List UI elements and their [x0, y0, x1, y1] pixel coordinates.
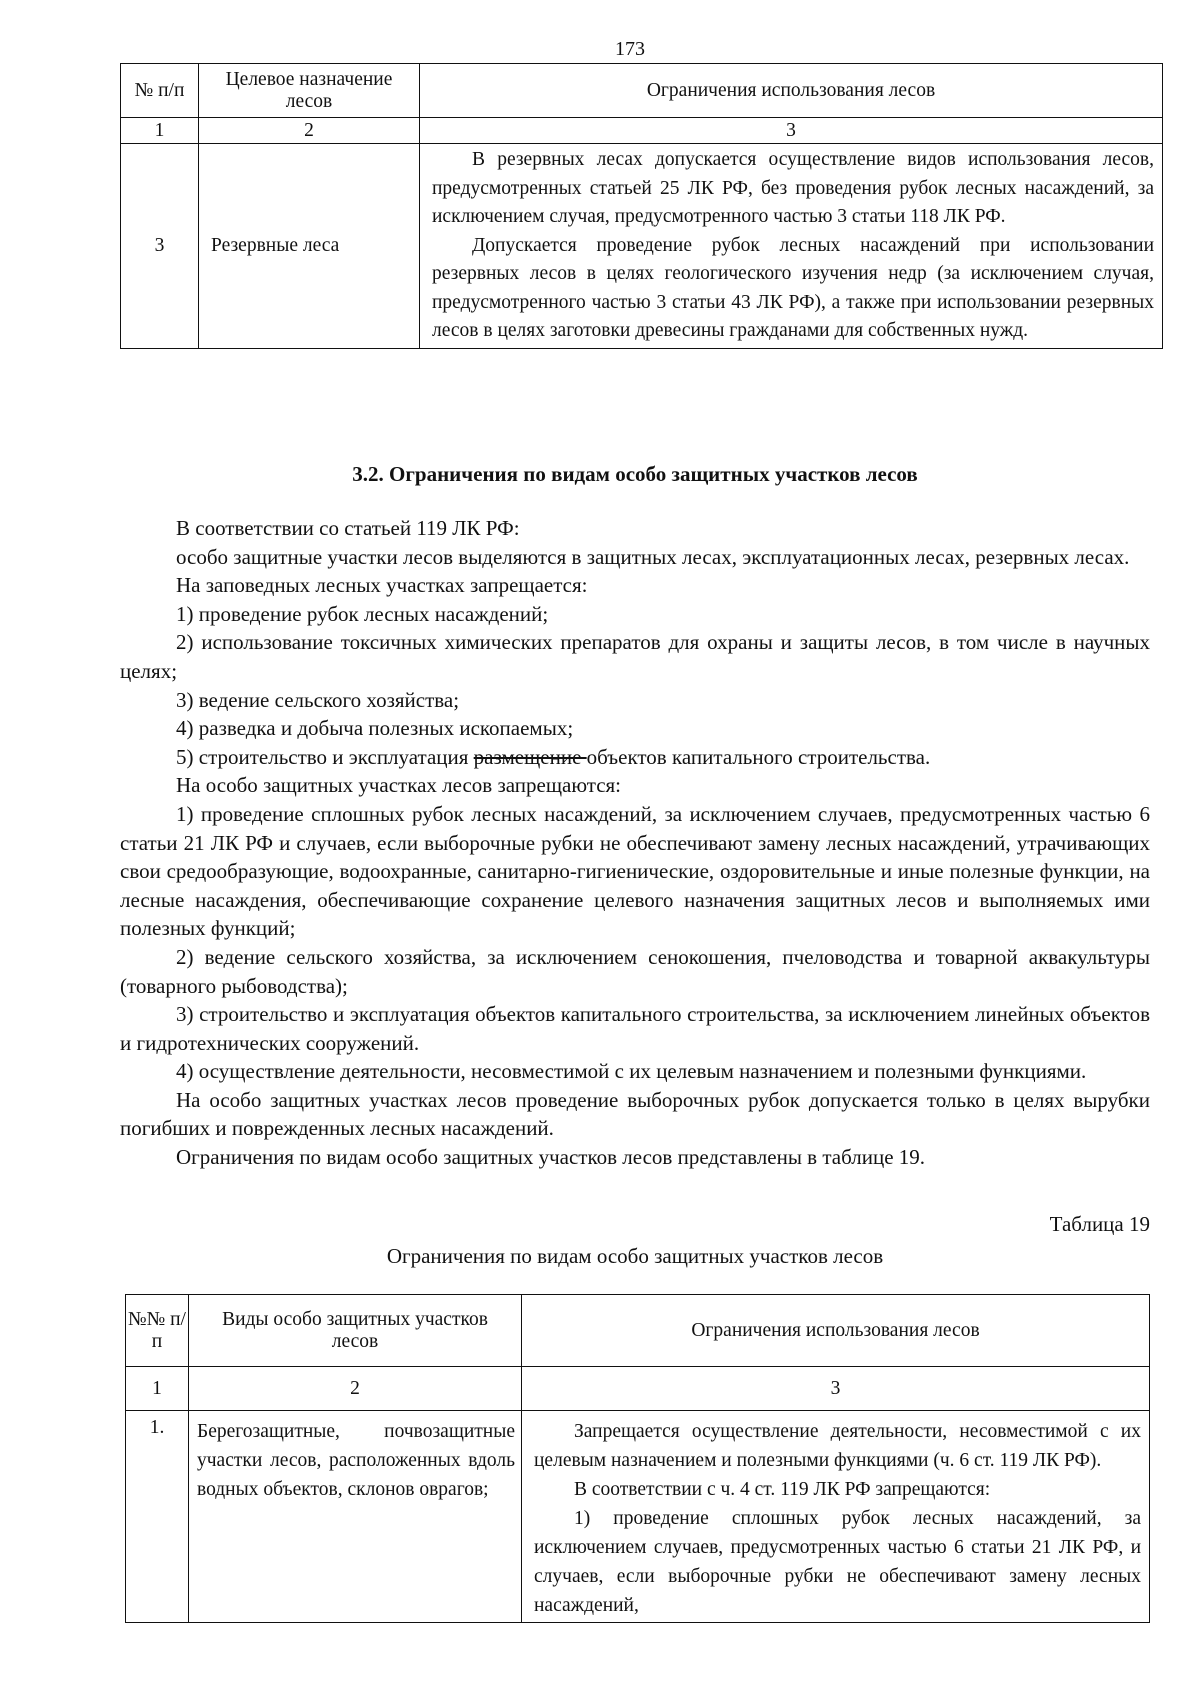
paragraph: Ограничения по видам особо защитных участков лесов представлены в таблице 19.: [176, 1145, 926, 1170]
row-restrictions: [420, 144, 1163, 349]
header-purpose: Целевое назначение лесов: [199, 64, 420, 118]
struck-text: размещение: [473, 744, 587, 769]
paragraph: особо защитные участки лесов выделяются в защитных лесах, эксплуатационных лесах, резервных лесах.: [176, 544, 1130, 569]
list-item: 1) проведение сплошных рубок лесных насаждений, за исключением случаев, предусмотренных частью 6 статьи 21 ЛК РФ и случаев, если выборочные рубки не обеспечивают замену лесных насаждений, утрачивающих свои средообразующие, водоохранные, санитарно-гигиенические, оздоровительные и иные полезные функции, на лесные насаждения, обеспечивающие сохранение целевого назначения защитных лесов и выполняемых ими полезных функций;: [120, 801, 1150, 941]
list-item: 3) строительство и эксплуатация объектов капитального строительства, за исключением линейных объектов и гидротехнических сооружений.: [120, 1002, 1150, 1055]
list-item: 4) разведка и добыча полезных ископаемых;: [176, 716, 574, 741]
table-19: [125, 1294, 1150, 1623]
restriction-paragraph: Запрещается осуществление деятельности, несовместимой с их целевым назначением и полезными функциями (ч. 6 ст. 119 ЛК РФ).: [534, 1421, 1141, 1471]
col-number-3: 3: [522, 1367, 1150, 1411]
header-restrictions: Ограничения использования лесов: [420, 64, 1163, 118]
col-number-2: 2: [189, 1367, 522, 1411]
list-item: 2) ведение сельского хозяйства, за исключением сенокошения, пчеловодства и товарной аквакультуры (товарного рыбоводства);: [120, 944, 1150, 998]
row-forest-type: Резервные леса: [199, 144, 420, 349]
list-item-text: объектов капитального строительства.: [586, 744, 931, 769]
col-number-1: 1: [121, 118, 199, 144]
paragraph: На особо защитных участках лесов проведение выборочных рубок допускается только в целях вырубки погибших и поврежденных лесных насаждений.: [120, 1087, 1150, 1141]
col-number-3: 3: [420, 118, 1163, 144]
list-item: 4) осуществление деятельности, несовместимой с их целевым назначением и полезными функциями.: [176, 1059, 1087, 1084]
table-number: Таблица 19: [1049, 1212, 1150, 1236]
header-num: №№ п/п: [126, 1295, 189, 1367]
restriction-paragraph: 1) проведение сплошных рубок лесных насаждений, за исключением случаев, предусмотренных частью 6 статьи 21 ЛК РФ, и случаев, если выборочные рубки не обеспечивают замену лесных насаждений,: [534, 1508, 1141, 1616]
header-num: № п/п: [121, 64, 199, 118]
list-item: 3) ведение сельского хозяйства;: [176, 687, 460, 712]
col-number-2: 2: [199, 118, 420, 144]
list-item-text: 5) строительство и эксплуатация: [176, 744, 474, 769]
section-title: 3.2. Ограничения по видам особо защитных участков лесов: [352, 462, 918, 486]
col-number-1: 1: [126, 1367, 189, 1411]
list-item: 2) использование токсичных химических препаратов для охраны и защиты лесов, в том числе в научных целях;: [120, 630, 1150, 683]
header-restrictions: Ограничения использования лесов: [522, 1295, 1150, 1367]
row-area-type: Берегозащитные, почвозащитные участки лесов, расположенных вдоль водных объектов, склонов оврагов;: [189, 1411, 522, 1623]
table-row: [126, 1411, 1150, 1623]
table-row: [121, 144, 1163, 349]
list-item: [120, 743, 1150, 772]
restriction-paragraph: В резервных лесах допускается осуществление видов использования лесов, предусмотренных статьей 25 ЛК РФ, без проведения рубок лесных насаждений, за исключением случая, предусмотренного частью 3 статьи 118 ЛК РФ.: [432, 149, 1154, 227]
list-item: 1) проведение рубок лесных насаждений;: [176, 601, 549, 626]
header-area-type: Виды особо защитных участков лесов: [189, 1295, 522, 1367]
paragraph: На заповедных лесных участках запрещается:: [176, 573, 588, 598]
table-title: Ограничения по видам особо защитных участков лесов: [386, 1244, 884, 1268]
paragraph: В соответствии со статьей 119 ЛК РФ:: [176, 516, 520, 540]
row-number: 3: [121, 144, 199, 349]
table-18-continued: [120, 63, 1163, 349]
restriction-paragraph: В соответствии с ч. 4 ст. 119 ЛК РФ запрещаются:: [574, 1479, 991, 1500]
section-body: [120, 514, 1150, 1172]
row-restrictions: [522, 1411, 1150, 1623]
paragraph: На особо защитных участках лесов запрещаются:: [176, 773, 622, 798]
restriction-paragraph: Допускается проведение рубок лесных насаждений при использовании резервных лесов в целях геологического изучения недр (за исключением случая, предусмотренного частью 3 статьи 43 ЛК РФ), а также при использовании резервных лесов в целях заготовки древесины гражданами для собственных нужд.: [432, 234, 1154, 341]
row-number: 1.: [126, 1411, 189, 1623]
page-number: 173: [615, 38, 645, 60]
